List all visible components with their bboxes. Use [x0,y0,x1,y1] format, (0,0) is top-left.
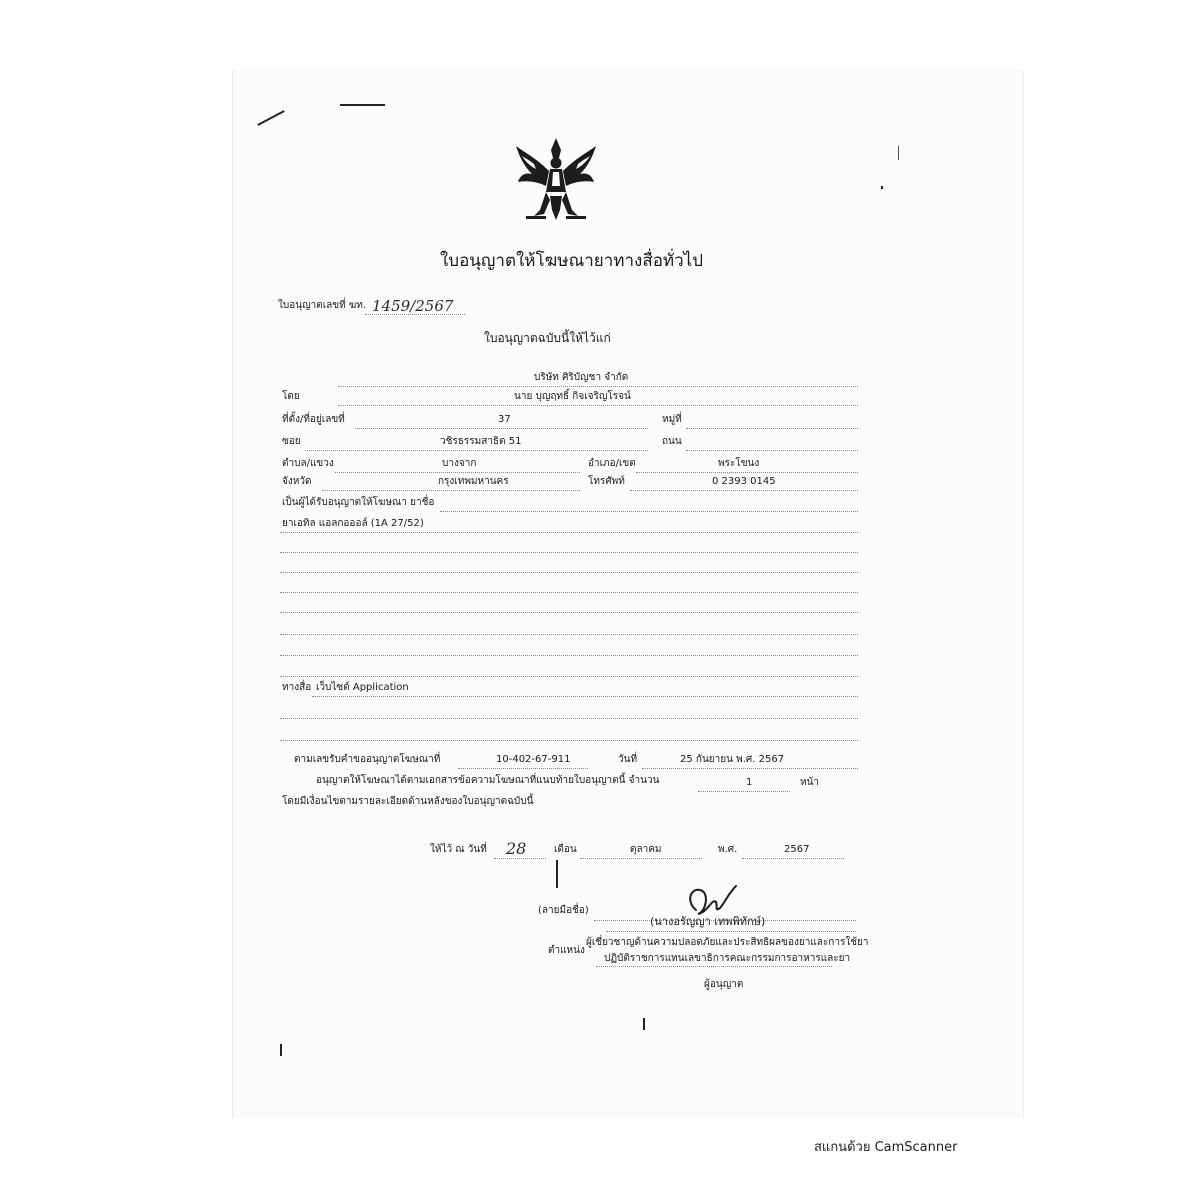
blank-line [280,592,858,593]
subdistrict-label: ตำบล/แขวง [282,458,334,469]
garuda-emblem-icon [512,136,600,226]
pages-label: หน้า [800,777,820,788]
blank-line [280,676,858,677]
by-line [338,405,858,406]
given-day-line [494,858,546,859]
position-line [596,966,832,967]
by-value: นาย บุญฤทธิ์ กิจเจริญโรจน์ [514,391,631,402]
drug-line [280,532,858,533]
blank-line [280,655,858,656]
address-line [355,428,648,429]
given-day-value: 28 [506,839,527,858]
position-line-1: ผู้เชี่ยวชาญด้านความปลอดภัยและประสิทธิผลของยาและการใช้ยา [586,937,869,948]
media-line [312,696,858,697]
blank-line [280,552,858,553]
soi-label: ซอย [282,436,301,447]
drug-line [440,511,858,512]
district-label: อำเภอ/เขต [588,458,636,469]
road-label: ถนน [662,436,682,447]
moo-line [686,428,858,429]
scan-speck [556,860,558,888]
province-label: จังหวัด [282,476,312,487]
license-number-label: ใบอนุญาตเลขที่ ฆท. [278,300,367,311]
soi-value: วชิรธรรมสาธิต 51 [440,436,522,447]
drug-label: เป็นผู้ได้รับอนุญาตให้โฆษณา ยาชื่อ [282,497,435,508]
pages-value: 1 [746,777,753,788]
by-label: โดย [282,391,300,402]
scan-speck [881,186,883,189]
drug-value: ยาเอทิล แอลกอออล์ (1A 27/52) [282,518,424,529]
company-name: บริษัท ศิริบัญชา จำกัด [534,372,629,383]
request-date-value: 25 กันยายน พ.ศ. 2567 [680,754,785,765]
signature-label: (ลายมือชื่อ) [538,905,589,916]
phone-line [630,490,858,491]
position-label: ตำแหน่ง [548,945,585,956]
month-line [580,858,702,859]
blank-line [280,718,858,719]
license-number-line [365,314,465,315]
media-label: ทางสื่อ [282,682,312,693]
licensor-label: ผู้อนุญาต [704,979,744,990]
blank-line [280,634,858,635]
district-line [636,472,858,473]
address-value: 37 [498,414,511,425]
month-value: ตุลาคม [630,844,662,855]
condition-text: โดยมีเงื่อนไขตามรายละเอียดด้านหลังของใบอนุญาตฉบับนี้ [282,796,534,807]
signer-line [606,931,856,932]
blank-line [280,572,858,573]
blank-line [280,612,858,613]
request-date-line [642,768,858,769]
license-number-value: 1459/2567 [372,297,454,315]
year-label: พ.ศ. [718,844,738,855]
request-number-line [458,768,588,769]
scan-speck [643,1018,645,1030]
blank-line [280,740,858,741]
permit-text: อนุญาตให้โฆษณาได้ตามเอกสารข้อความโฆษณาที่แนบท้ายใบอนุญาตนี้ จำนวน [316,775,660,786]
granted-to-heading: ใบอนุญาตฉบับนี้ให้ไว้แก่ [484,331,611,345]
request-number-value: 10-402-67-911 [496,754,571,765]
scan-speck [280,1044,282,1056]
request-date-label: วันที่ [618,754,638,765]
pages-line [698,791,790,792]
signer-name: (นางอรัญญา เทพพิทักษ์) [650,915,766,928]
phone-label: โทรศัพท์ [588,476,625,487]
address-label: ที่ตั้ง/ที่อยู่เลขที่ [282,414,345,425]
request-number-label: ตามเลขรับคำขออนุญาตโฆษณาที่ [294,754,441,765]
position-line-2: ปฏิบัติราชการแทนเลขาธิการคณะกรรมการอาหารและยา [604,953,851,964]
phone-value: 0 2393 0145 [712,476,776,487]
month-label: เดือน [554,844,577,855]
document-title: ใบอนุญาตให้โฆษณายาทางสื่อทั่วไป [440,251,704,271]
scan-speck [340,104,385,106]
scan-speck [898,146,899,160]
camscanner-watermark: สแกนด้วย CamScanner [814,1140,958,1155]
year-line [742,858,844,859]
given-date-label: ให้ไว้ ณ วันที่ [430,844,487,855]
district-value: พระโขนง [718,458,760,469]
subdistrict-value: บางจาก [442,458,477,469]
province-line [322,490,580,491]
company-line [338,386,858,387]
province-value: กรุงเทพมหานคร [438,476,509,487]
year-value: 2567 [784,844,810,855]
soi-line [305,450,648,451]
moo-label: หมู่ที่ [662,414,682,425]
road-line [686,450,858,451]
subdistrict-line [335,472,580,473]
media-value: เว็บไซต์ Application [316,682,409,693]
